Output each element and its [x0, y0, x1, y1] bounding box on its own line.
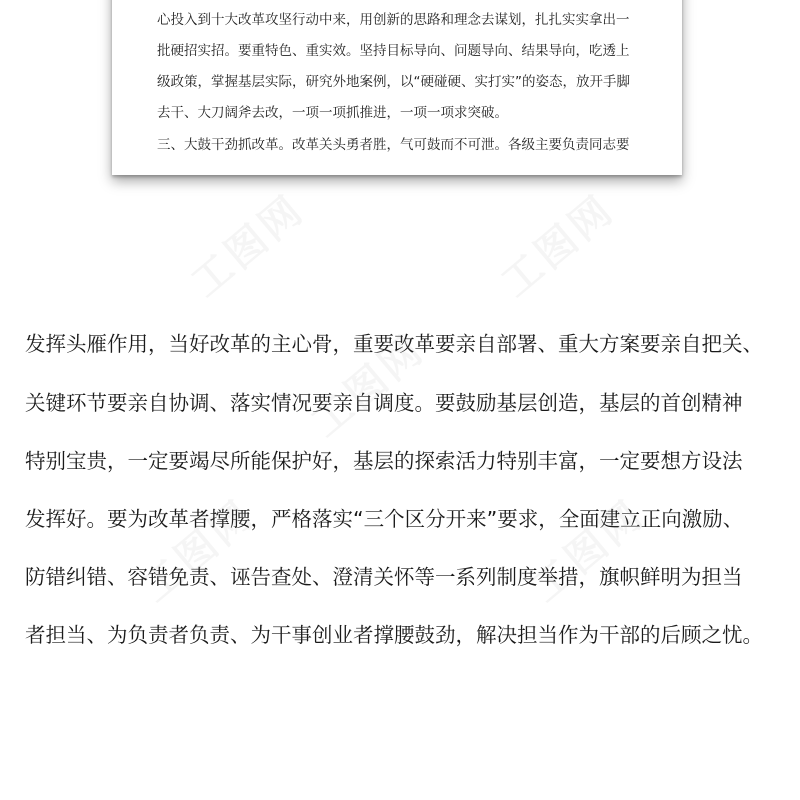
- paper-line-1: 心投入到十大改革攻坚行动中来，用创新的思路和理念去谋划，扎扎实实拿出一: [157, 12, 630, 28]
- main-line-4: 发挥好。要为改革者撑腰，严格落实“三个区分开来”要求，全面建立正向激励、: [25, 507, 744, 531]
- main-line-6: 者担当、为负责者负责、为干事创业者撑腰鼓劲，解决担当作为干部的后顾之忧。: [25, 623, 763, 647]
- document-paper: [112, 0, 682, 175]
- main-line-3: 特别宝贵，一定要竭尽所能保护好，基层的探索活力特别丰富，一定要想方设法: [25, 449, 743, 473]
- watermark: 工图网: [522, 491, 654, 612]
- paper-line-2: 批硬招实招。要重特色、重实效。坚持目标导向、问题导向、结果导向，吃透上: [157, 43, 630, 59]
- main-line-1: 发挥头雁作用，当好改革的主心骨，重要改革要亲自部署、重大方案要亲自把关、: [25, 332, 763, 356]
- paper-line-4: 去干、大刀阔斧去改，一项一项抓推进，一项一项求突破。: [157, 105, 508, 121]
- main-line-2: 关键环节要亲自协调、落实情况要亲自调度。要鼓励基层创造，基层的首创精神: [25, 391, 743, 415]
- watermark: 工图网: [132, 491, 264, 612]
- main-line-5: 防错纠错、容错免责、诬告查处、澄清关怀等一系列制度举措，旗帜鲜明为担当: [25, 565, 743, 589]
- paper-line-3: 级政策，掌握基层实际，研究外地案例，以“硬碰硬、实打实”的姿态，放开手脚: [157, 74, 630, 90]
- watermark: 工图网: [492, 186, 624, 307]
- watermark: 工图网: [182, 186, 314, 307]
- paper-section-heading: 三、大鼓干劲抓改革。改革关头勇者胜，气可鼓而不可泄。各级主要负责同志要: [157, 137, 630, 153]
- watermark: 工图网: [302, 326, 434, 447]
